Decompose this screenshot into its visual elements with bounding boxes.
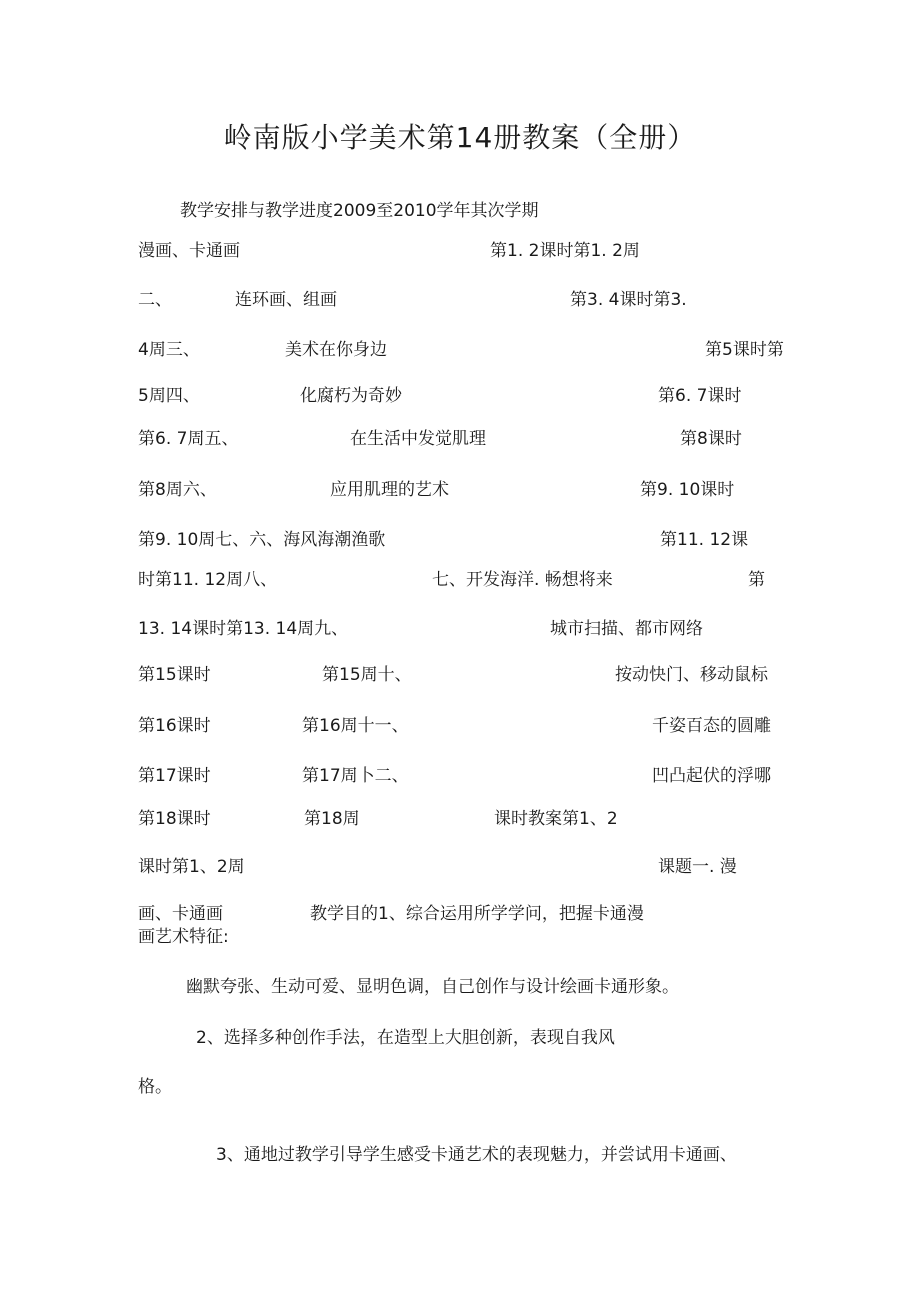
lesson-goal-2: 2、选择多种创作手法，在造型上大胆创新，表现自我风 bbox=[196, 1028, 615, 1048]
schedule-cell: 第8课时 bbox=[680, 429, 742, 449]
lesson-goal-1: 教学目的1、综合运用所学学问，把握卡通漫 bbox=[310, 904, 644, 924]
schedule-cell: 第5课时第 bbox=[705, 340, 784, 360]
schedule-cell: 漫画、卡通画 bbox=[138, 241, 240, 261]
lesson-goal-3: 3、通地过教学引导学生感受卡通艺术的表现魅力，并尝试用卡通画、 bbox=[216, 1145, 737, 1165]
schedule-cell: 第6. 7周五、 bbox=[138, 429, 239, 449]
schedule-cell: 第16周十一、 bbox=[302, 716, 409, 736]
schedule-cell: 13. 14课时第13. 14周九、 bbox=[138, 619, 349, 639]
schedule-cell: 第1. 2课时第1. 2周 bbox=[490, 241, 640, 261]
lesson-goal-2-cont: 格。 bbox=[138, 1077, 172, 1097]
schedule-cell: 第11. 12课 bbox=[660, 530, 749, 550]
schedule-subtitle: 教学安排与教学进度2009至2010学年其次学期 bbox=[180, 201, 539, 221]
page-title: 岭南版小学美术第14册教案（全册） bbox=[223, 121, 697, 154]
schedule-cell: 第16课时 bbox=[138, 716, 211, 736]
schedule-cell: 美术在你身边 bbox=[285, 340, 387, 360]
lesson-topic: 画、卡通画 bbox=[138, 904, 223, 924]
schedule-cell: 第8周六、 bbox=[138, 480, 217, 500]
schedule-cell: 第 bbox=[748, 570, 765, 590]
schedule-cell: 5周四、 bbox=[138, 386, 200, 406]
schedule-cell: 课时第1、2周 bbox=[138, 857, 245, 877]
schedule-cell: 第18周 bbox=[304, 809, 360, 829]
schedule-cell: 课时教案第1、2 bbox=[494, 809, 618, 829]
schedule-cell: 连环画、组画 bbox=[235, 290, 337, 310]
schedule-cell: 课题一. 漫 bbox=[658, 857, 737, 877]
schedule-cell: 第6. 7课时 bbox=[658, 386, 742, 406]
schedule-cell: 第18课时 bbox=[138, 809, 211, 829]
lesson-goal-1-cont: 幽默夸张、生动可爱、显明色调，自己创作与设计绘画卡通形象。 bbox=[186, 977, 679, 997]
schedule-cell: 第3. 4课时第3. bbox=[570, 290, 687, 310]
schedule-cell: 城市扫描、都市网络 bbox=[550, 619, 703, 639]
schedule-cell: 千姿百态的圆雕 bbox=[652, 716, 771, 736]
schedule-cell: 第17课时 bbox=[138, 766, 211, 786]
schedule-cell: 第17周卜二、 bbox=[302, 766, 409, 786]
schedule-cell: 按动快门、移动鼠标 bbox=[615, 665, 768, 685]
lesson-goal-1-wrap: 画艺术特征: bbox=[138, 927, 229, 947]
schedule-cell: 在生活中发觉肌理 bbox=[350, 429, 486, 449]
schedule-cell: 二、 bbox=[138, 290, 172, 310]
schedule-cell: 化腐朽为奇妙 bbox=[300, 386, 402, 406]
schedule-cell: 第15周十、 bbox=[322, 665, 412, 685]
schedule-cell: 第9. 10周七、六、海风海潮渔歌 bbox=[138, 530, 386, 550]
schedule-cell: 第9. 10课时 bbox=[640, 480, 735, 500]
schedule-cell: 时第11. 12周八、 bbox=[138, 570, 278, 590]
schedule-cell: 第15课时 bbox=[138, 665, 211, 685]
schedule-cell: 应用肌理的艺术 bbox=[330, 480, 449, 500]
schedule-cell: 七、开发海洋. 畅想将来 bbox=[432, 570, 613, 590]
schedule-cell: 4周三、 bbox=[138, 340, 200, 360]
schedule-cell: 凹凸起伏的浮哪 bbox=[652, 766, 771, 786]
